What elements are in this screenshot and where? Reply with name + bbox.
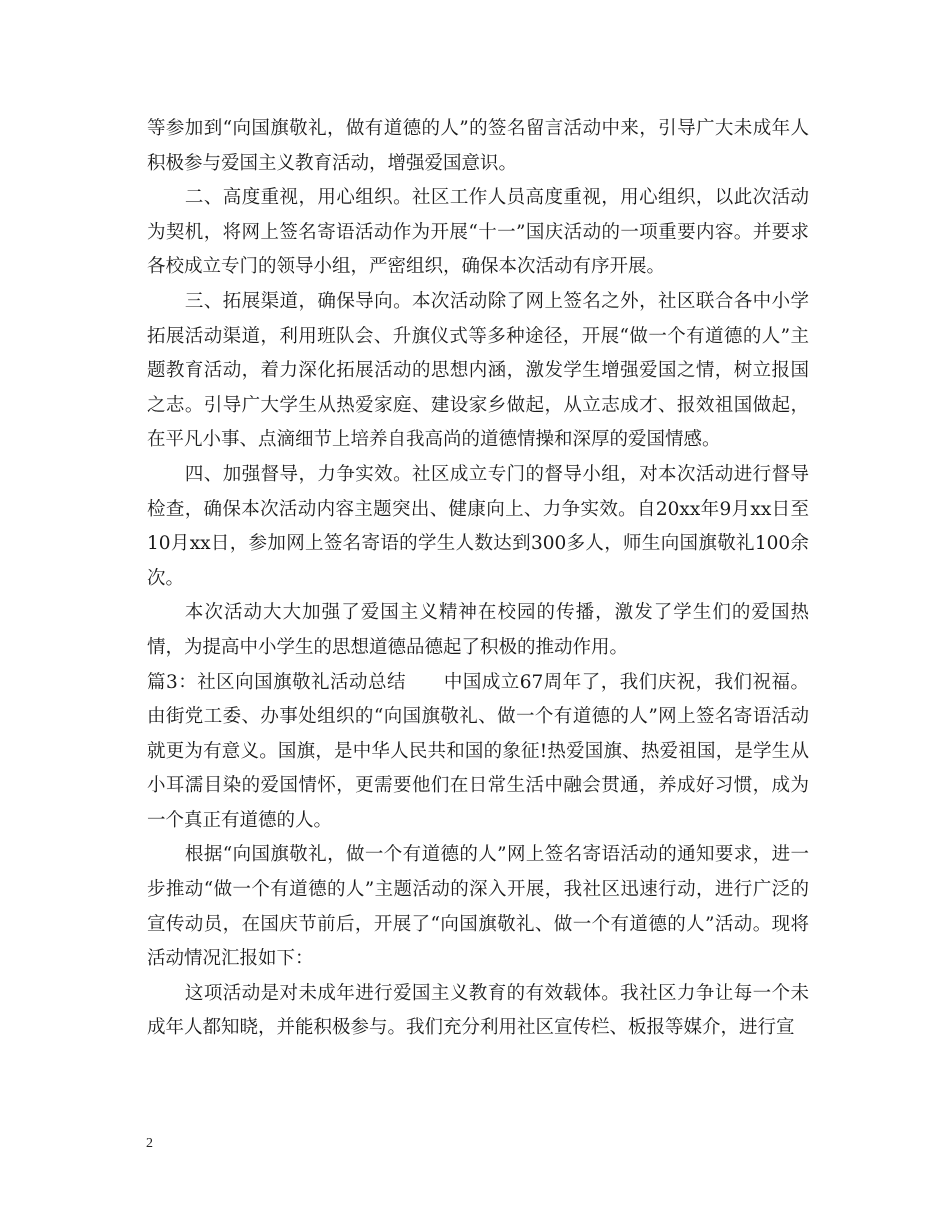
paragraph-activity-carrier: 这项活动是对未成年进行爱国主义教育的有效载体。我社区力争让每一个未成年人都知晓，并能积极参与。我们充分利用社区宣传栏、板报等媒介，进行宣 <box>147 982 809 1039</box>
paragraph-continuation: 等参加到“向国旗敬礼，做有道德的人”的签名留言活动中来，引导广大未成年人积极参与爱国主义教育活动，增强爱国意识。 <box>147 118 809 174</box>
page-number: 2 <box>146 1136 153 1151</box>
document-body <box>147 112 809 1046</box>
paragraph-section-two: 二、高度重视，用心组织。社区工作人员高度重视，用心组织，以此次活动为契机，将网上签名寄语活动作为开展“十一”国庆活动的一项重要内容。并要求各校成立专门的领导小组，严密组织，确保本次活动有序开展。 <box>147 187 809 278</box>
paragraph-conclusion: 本次活动大大加强了爱国主义精神在校园的传播，激发了学生们的爱国热情，为提高中小学生的思想道德品德起了积极的推动作用。 <box>147 602 809 658</box>
paragraph-section-three: 三、拓展渠道，确保导向。本次活动除了网上签名之外，社区联合各中小学拓展活动渠道，利用班队会、升旗仪式等多种途径，开展“做一个有道德的人”主题教育活动，着力深化拓展活动的思想内涵，激发学生增强爱国之情，树立报国之志。引导广大学生从热爱家庭、建设家乡做起，从立志成才、报效祖国做起，在平凡小事、点滴细节上培养自我高尚的道德情操和深厚的爱国情感。 <box>147 290 809 451</box>
paragraph-notice-requirements: 根据“向国旗敬礼，做一个有道德的人”网上签名寄语活动的通知要求，进一步推动“做一个有道德的人”主题活动的深入开展，我社区迅速行动，进行广泛的宣传动员，在国庆节前后，开展了“向国旗敬礼、做一个有道德的人”活动。现将活动情况汇报如下： <box>147 844 809 970</box>
paragraph-article-three-heading: 篇3：社区向国旗敬礼活动总结 中国成立67周年了，我们庆祝，我们祝福。由街党工委、办事处组织的“向国旗敬礼、做一个有道德的人”网上签名寄语活动就更为有意义。国旗，是中华人民共和国的象征!热爱国旗、热爱祖国，是学生从小耳濡目染的爱国情怀，更需要他们在日常生活中融会贯通，养成好习惯，成为一个真正有道德的人。 <box>147 671 809 831</box>
paragraph-section-four: 四、加强督导，力争实效。社区成立专门的督导小组，对本次活动进行督导检查，确保本次活动内容主题突出、健康向上、力争实效。自20xx年9月xx日至10月xx日，参加网上签名寄语的学生人数达到300多人，师生向国旗敬礼100余次。 <box>147 463 809 589</box>
